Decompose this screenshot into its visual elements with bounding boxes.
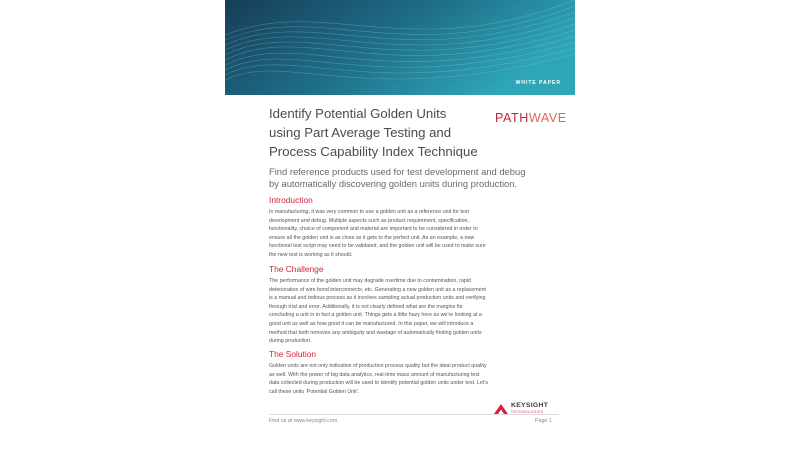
body-line: functionality, choice of component and material are important to be considered in order to	[269, 226, 478, 233]
body-line: during production.	[269, 338, 312, 345]
section-heading-solution: The Solution	[269, 349, 317, 359]
section-heading-challenge: The Challenge	[269, 264, 324, 274]
body-line: ensure all the golden unit is as close as it gets to the perfect unit. As an example, a new	[269, 234, 475, 241]
pathwave-logo-part1: PATH	[495, 111, 529, 125]
body-line: the new test is working as it should.	[269, 251, 353, 258]
subtitle	[269, 166, 559, 190]
section-body-introduction	[269, 208, 564, 260]
document-page	[225, 0, 575, 450]
section-body-challenge	[269, 277, 564, 346]
body-line: as well. With the power of big data analytics, real-time mass amount of manufacturing test	[269, 371, 480, 378]
body-line: Golden units are not only indicative of production process quality but the ideal product quality	[269, 363, 487, 369]
title-line: using Part Average Testing and	[269, 125, 452, 140]
footer-divider	[269, 414, 559, 415]
body-line: The performance of the golden unit may degrade overtime due to contamination, rapid	[269, 278, 471, 284]
white-paper-label: WHITE PAPER	[515, 80, 561, 86]
title-line: Process Capability Index Technique	[269, 144, 478, 159]
section-heading-introduction: Introduction	[269, 195, 313, 205]
body-line: In manufacturing, it was very common to use a golden unit as a reference unit for test	[269, 209, 469, 215]
pathwave-logo	[495, 111, 567, 125]
body-line: through trial and error. Additionally, it is not clearly defined what are the margins for	[269, 303, 463, 310]
header-banner	[225, 0, 575, 95]
footer-website: Find us at www.keysight.com	[269, 418, 338, 424]
keysight-logo-name: KEYSIGHT	[511, 402, 549, 409]
body-line: data collected during production will be used to identify potential golden units under test. Let’s	[269, 380, 488, 387]
page-title	[269, 104, 489, 161]
body-line: method that both removes any ambiguity and wastage of automatically finding golden units	[269, 329, 482, 336]
body-line: deterioration of wire bond interconnects, etc. Generating a new golden unit as a replacement	[269, 286, 487, 293]
body-line: concluding a unit in in fact a golden unit. Things gets a little hazy here as we’re looking at a	[269, 312, 482, 319]
keysight-logo-tagline: TECHNOLOGIES	[511, 410, 544, 414]
subtitle-line: Find reference products used for test development and debug	[269, 166, 526, 177]
body-line: functional test script may need to be validated, and the golden unit will be used to make sure	[269, 243, 486, 250]
body-line: is a manual and tedious process as it involves sampling actual production units and verifying	[269, 295, 486, 302]
body-line: development and debug. Multiple aspects such as product requirement, specification,	[269, 217, 469, 224]
subtitle-line: by automatically discovering golden units during production.	[269, 178, 518, 189]
body-line: call these units ‘Potential Golden Unit’.	[269, 388, 360, 395]
body-line: good unit as well as how good it can be manufactured. In this paper, we will introduce a	[269, 320, 474, 327]
section-body-solution	[269, 362, 564, 396]
title-line: Identify Potential Golden Units	[269, 106, 447, 121]
footer-page-number: Page 1	[535, 418, 552, 424]
pathwave-logo-part2: WAVE	[528, 111, 567, 125]
